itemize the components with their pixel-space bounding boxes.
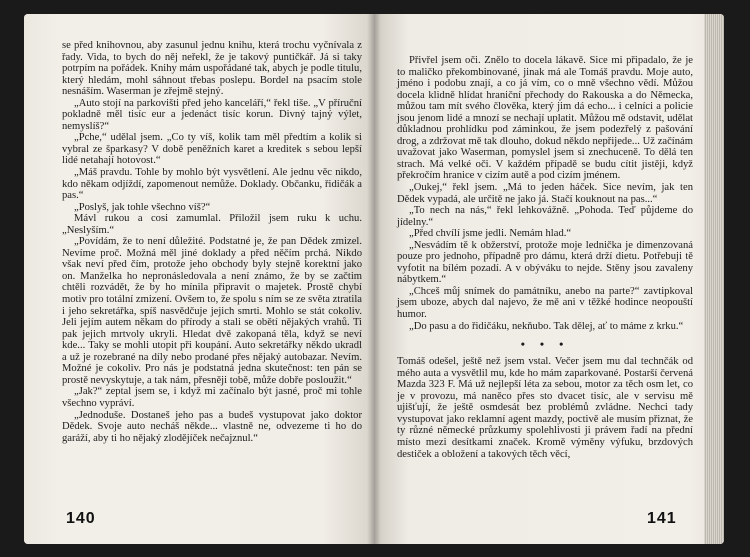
left-page [24, 14, 374, 544]
paragraph: „Oukej,“ řekl jsem. „Má to jeden háček. Sice nevím, jak ten Dědek vypadá, ale určitě ne jako já. Stačí kouknout na pas...“ [397, 182, 693, 205]
paragraph: „Poslyš, jak tohle všechno víš?“ [74, 201, 211, 213]
paragraph: Přivřel jsem oči. Znělo to docela lákavě. Sice mi připadalo, že je to maličko překombinované, jinak má ale Tomáš pravdu. Moje auto, jméno i podobu znají, a co já vím, co o mně všechno vědí. Můžou docela klidně hlídat hraniční přechody do Rakouska a do Německa, můžou tam mít svého člověka, který jim dá echo... i celníci a policie jsou jenom lidé a mnozí se nechají uplatit. Můžou mě odstavit, udělat důkladnou prohlídku pod záminkou, že jsem podezřelý z pašování drog, a zdržovat mě tak dlouho, dokud někdo nepřijede... Už začínám uvažovat jako Waserman, pomyslel jsem si znechuceně. To dělá ten strach. Má velké oči. V každém případě se budu cítit jistěji, když překročím hranice v cizím autě a pod cizím jménem. [397, 55, 693, 182]
left-page-text [62, 40, 362, 444]
paragraph: „Před chvílí jsme jedli. Nemám hlad.“ [409, 228, 572, 240]
book-spread [24, 14, 724, 544]
paragraph: Tomáš odešel, ještě než jsem vstal. Večer jsem mu dal technčák od mého auta a vysvětlil mu, kde ho mám zaparkované. Postarší červená Mazda 323 F. Má už nejlepší léta za sebou, motor za těch osm let, co je v provozu, má naněco přes sto dvacet tisíc, ale v servisu mě ujišťují, že ještě osmdesát bez problémů zvládne. Nechci tady vystupovat jako reklamní agent mazdy, poctivě ale musím přiznat, že ty různé německé průzkumy spolehlivosti ji právem řadí na přední místo mezi desítkami značek. Kromě výměny výfuku, brzdových destiček a obložení a takových těch věcí, [397, 356, 693, 460]
paragraph: „Pche,“ udělal jsem. „Co ty víš, kolik tam měl předtím a kolik si vybral ze šparkasy? V době peněžních karet a kreditek s sebou lepší lidé netahají hotovost.“ [62, 132, 362, 167]
paragraph: „Do pasu a do řidičáku, nekňubo. Tak dělej, ať to máme z krku.“ [409, 320, 684, 332]
section-separator: • • • [520, 337, 570, 352]
paragraph: „Povídám, že to není důležité. Podstatné je, že pan Dědek zmizel. Nevíme proč. Možná měl jiné doklady a před něčím prchá. Nikdo však neví před čím, protože jeho obchody byly stejně korektní jako on. Manželka ho nepronásledovala a není známo, že by se začtim chtěli rozvádět, že by ho mínila připravit o majetek. Prostě chybí motiv pro totální zmizení. Ovšem to, že spolu s ním se ze světa ztratila i jeho sekretářka, spíš nasvědčuje jejich smrti. Mohlo se stát cokoliv. Jeli jejím autem někam do přírody a stali se obětí nějakých vrahů. Ti pak jejich mrtvoly ukryli. Hledat dvě zakopaná těla, když se neví kde... Taky se mohli utopit při koupání. Auto sekretářky někdo ukradl a už je rozebrané na díly nebo prodané přes nějaký autobazar. Nevím. Možné je cokoliv. Pro nás je podstatná jedna skutečnost: ten pán se prostě nevyskytuje, a tak nám, přesněji tobě, může dobře posloužit.“ [62, 236, 362, 386]
paragraph: „Jak?“ zeptal jsem se, i když mi začínalo být jasné, proč mi tohle všechno vypráví. [62, 386, 362, 409]
book-gutter [367, 14, 381, 544]
paragraph: „Jednoduše. Dostaneš jeho pas a budeš vystupovat jako doktor Dědek. Svoje auto necháš někde... vlastně ne, odvezeme ti ho do garáží, aby ti ho nějaký zlodějíček nečajznul.“ [62, 409, 362, 444]
paragraph: „Auto stojí na parkovišti před jeho kanceláří,“ řekl tiše. „V příruční pokladně měl tisíc eur a jedenáct tisíc korun. Divný tajný výlet, nemyslíš?“ [62, 97, 362, 132]
paragraph: „Máš pravdu. Tohle by mohlo být vysvětlení. Ale jednu věc nikdo, kdo někam odjíždí, zapomenout nemůže. Doklady. Občanku, řidičák a pas.“ [62, 167, 362, 202]
right-page [374, 14, 724, 544]
page-edges [704, 14, 724, 544]
right-page-text [397, 55, 693, 460]
paragraph: „Chceš můj snímek do památníku, anebo na parte?“ zavtipkoval jsem uboze, abych dal najevo, že mě ani v těžké hodince neopouští humor. [397, 285, 693, 321]
page-number: 141 [647, 510, 677, 527]
paragraph: „To nech na nás,“ řekl lehkovážně. „Pohoda. Teď půjdeme do jídelny.“ [397, 205, 693, 228]
paragraph: „Nesvádím tě k obžerství, protože moje lednička je dimenzovaná pouze pro jednoho, případně pro dámu, která drží dietu. Potřebuji tě vyfotit na bílém pozadí. A v obýváku to nejde. Stěny jsou zavaleny nábytkem.“ [397, 239, 693, 286]
page-number: 140 [66, 510, 96, 527]
paragraph: Mávl rukou a cosi zamumlal. Přiložil jsem ruku k uchu. „Neslyším.“ [62, 213, 362, 236]
paragraph: se před knihovnou, aby zasunul jednu knihu, která trochu vyčnívala z řady. Vida, to bych do něj neřekl, že je takový puntičkář. Já si taky potrpím na pořádek. Knihy mám uspořádané tak, abych je podle titulu, který hledám, mohl sáhnout třebas poslepu. Bordel na psacím stole nesnáším. Waserman je zřejmě stejný. [62, 40, 362, 98]
